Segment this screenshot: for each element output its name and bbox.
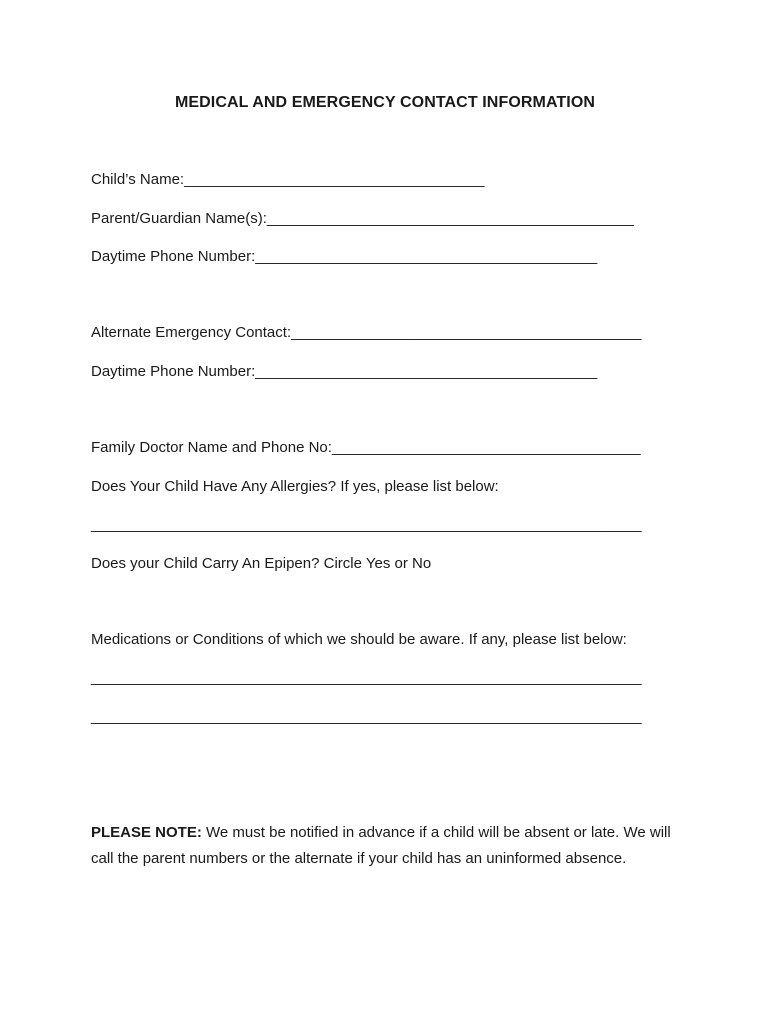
- medications-blank-line-2: __________________________________________________________________: [91, 708, 642, 725]
- parent-guardian-field: Parent/Guardian Name(s):____________________________________________: [91, 210, 634, 227]
- daytime-phone-field-2: Daytime Phone Number:_________________________________________: [91, 363, 598, 380]
- please-note-paragraph: [91, 820, 691, 872]
- epipen-question: Does your Child Carry An Epipen? Circle Yes or No: [91, 555, 432, 572]
- alternate-contact-field: Alternate Emergency Contact:__________________________________________: [91, 324, 642, 341]
- medications-blank-line-1: __________________________________________________________________: [91, 669, 642, 686]
- please-note-label: PLEASE NOTE:: [91, 824, 202, 841]
- please-note-text: We must be notified in advance if a child will be absent or late. We will call the parent numbers or the alternate if your child has an uninformed absence.: [91, 824, 671, 867]
- form-title: MEDICAL AND EMERGENCY CONTACT INFORMATION: [174, 94, 596, 111]
- daytime-phone-field-1: Daytime Phone Number:_________________________________________: [91, 248, 598, 265]
- childs-name-field: Child’s Name:____________________________________: [91, 171, 485, 188]
- allergies-blank-line: __________________________________________________________________: [91, 516, 642, 533]
- medications-question: Medications or Conditions of which we should be aware. If any, please list below:: [91, 631, 627, 648]
- family-doctor-field: Family Doctor Name and Phone No:_____________________________________: [91, 439, 641, 456]
- allergies-question: Does Your Child Have Any Allergies? If yes, please list below:: [91, 478, 499, 495]
